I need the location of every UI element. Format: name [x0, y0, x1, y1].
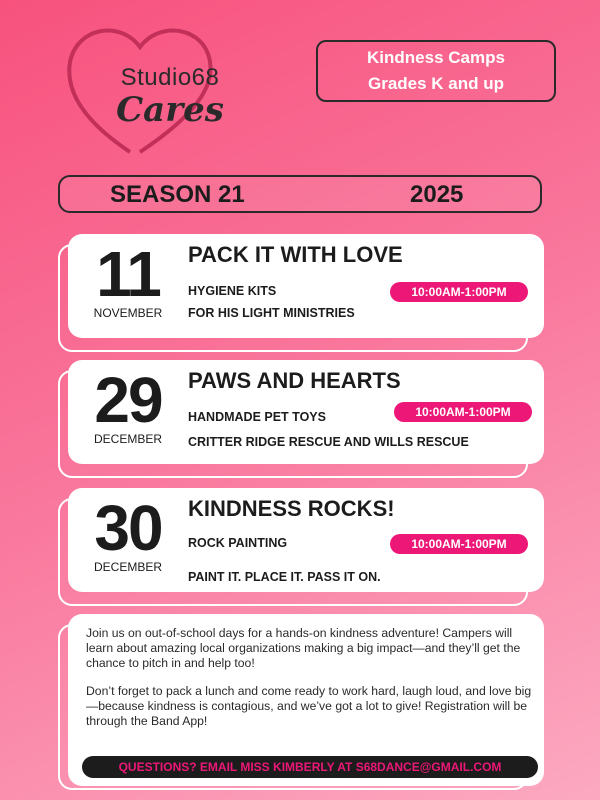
event-card [58, 234, 544, 340]
season-label: SEASON 21 [110, 181, 245, 208]
event-card [58, 488, 544, 594]
camps-grades: Grades K and up [367, 74, 505, 93]
event-time-badge: 10:00AM-1:00PM [390, 282, 528, 302]
event-card [58, 360, 544, 466]
event-title: PAWS AND HEARTS [188, 368, 401, 393]
event-time-badge: 10:00AM-1:00PM [394, 402, 532, 422]
event-month: DECEMBER [93, 432, 162, 446]
event-day: 29 [94, 364, 162, 436]
event-month: DECEMBER [93, 560, 162, 574]
event-organization: CRITTER RIDGE RESCUE AND WILLS RESCUE [188, 435, 469, 449]
event-organization: FOR HIS LIGHT MINISTRIES [188, 306, 355, 320]
event-activity: HYGIENE KITS [188, 284, 277, 298]
camps-title: Kindness Camps [367, 48, 505, 67]
event-activity: HANDMADE PET TOYS [188, 410, 326, 424]
event-time-badge: 10:00AM-1:00PM [390, 534, 528, 554]
event-month: NOVEMBER [93, 306, 163, 320]
season-bar [58, 175, 542, 213]
studio-logo [55, 22, 265, 157]
event-day: 11 [96, 238, 160, 310]
contact-email-banner[interactable]: QUESTIONS? EMAIL MISS KIMBERLY AT S68DANCE@GMAIL.COM [82, 756, 538, 778]
brand-tagline: Cares [116, 90, 224, 130]
event-activity: ROCK PAINTING [188, 536, 288, 550]
brand-name: Studio68 [120, 64, 220, 91]
event-title: KINDNESS ROCKS! [188, 496, 395, 521]
event-title: PACK IT WITH LOVE [188, 242, 403, 267]
event-day: 30 [94, 492, 162, 564]
camps-info-box [316, 40, 556, 102]
event-tagline: PAINT IT. PLACE IT. PASS IT ON. [188, 570, 381, 584]
season-year: 2025 [410, 181, 464, 208]
details-paragraph: Don’t forget to pack a lunch and come ready to work hard, laugh loud, and love big—because kindness is contagious, and we’ve got a lot to give! Registration will be through the Band App! [86, 684, 532, 728]
intro-paragraph: Join us on out-of-school days for a hands-on kindness adventure! Campers will learn about amazing local organizations making a big impact—and they’ll get the chance to pitch in and help too! [86, 626, 521, 670]
